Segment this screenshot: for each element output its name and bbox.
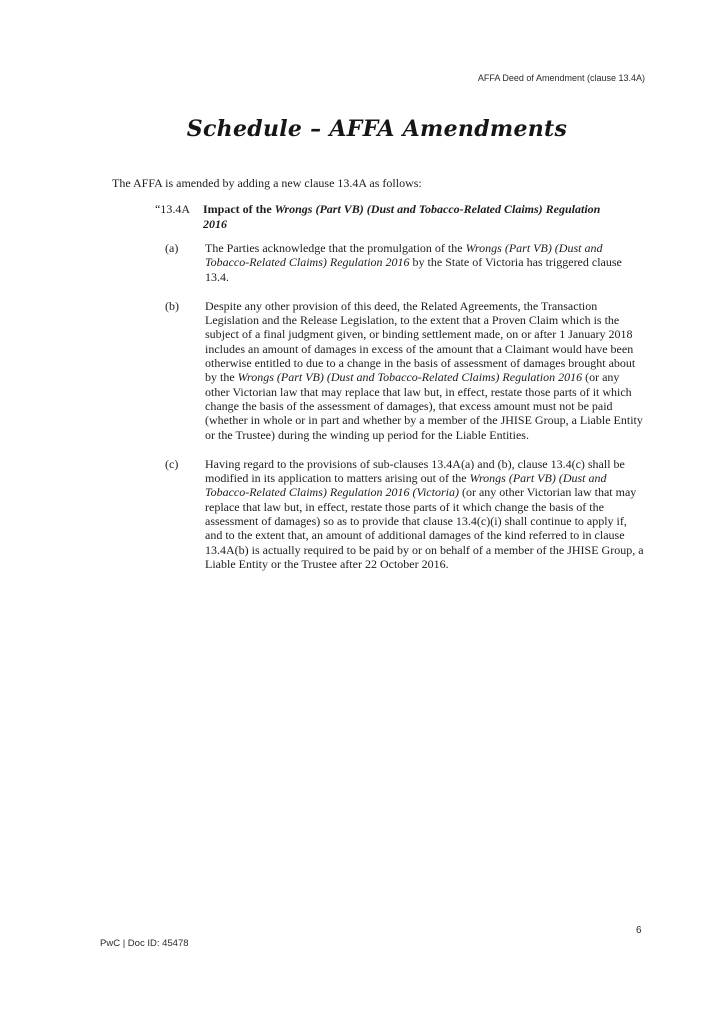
text-segment: Having regard to the provisions of sub-clauses 13.4A(a) and (b), clause 13.4(c) shall be modified in its application to matters arising out of the — [205, 456, 625, 486]
subclause-text — [205, 241, 647, 284]
page-number: 6 — [636, 925, 642, 936]
text-segment: Despite any other provision of this deed, the Related Agreements, the Transaction Legislation and the Release Legislation, to the extent that a Proven Claim which is the subject of a final judgment given, or binding settlement made, on or after 1 January 2018 includes an amount of damages in excess of the amount that a Claimant would have been otherwise entitled to due to a change in the basis of assessment of damages brought about by the — [205, 298, 636, 385]
text-segment: Wrongs (Part VB) (Dust and Tobacco-Related Claims) Regulation 2016 — [203, 202, 601, 231]
subclause-row — [165, 299, 647, 442]
clause-heading-text — [203, 202, 605, 232]
subclause-row — [165, 457, 647, 571]
clause-heading — [155, 202, 605, 232]
text-segment: Wrongs (Part VB) (Dust and Tobacco-Related Claims) Regulation 2016 (Victoria) — [205, 471, 607, 500]
text-segment: Wrongs (Part VB) (Dust and Tobacco-Related Claims) Regulation 2016 — [237, 370, 583, 385]
text-segment: Wrongs (Part VB) (Dust and Tobacco-Related Claims) Regulation 2016 — [205, 241, 603, 270]
text-segment: by the State of Victoria has triggered clause 13.4. — [205, 255, 622, 284]
intro-text: The AFFA is amended by adding a new clause 13.4A as follows: — [112, 176, 422, 190]
text-segment: Impact of the — [203, 202, 275, 216]
text-segment: The Parties acknowledge that the promulgation of the — [205, 241, 466, 255]
subclause-row — [165, 241, 647, 284]
page-header-text: AFFA Deed of Amendment (clause 13.4A) — [477, 73, 645, 83]
subclause-text — [205, 299, 647, 442]
subclause-label: (c) — [165, 456, 179, 471]
clause-number: “13.4A — [155, 202, 190, 216]
subclause-list — [165, 241, 647, 586]
subclause-label: (a) — [165, 241, 179, 255]
footer-doc-id: PwC | Doc ID: 45478 — [100, 938, 189, 949]
subclause-text — [205, 457, 647, 571]
page-title: Schedule – AFFA Amendments — [186, 116, 568, 142]
subclause-label: (b) — [165, 298, 179, 313]
text-segment: (or any other Victorian law that may replace that law but, in effect, restate those parts of it which change the basis of the assessment of damages) so as to provide that clause 13.4(c)(i) shall continue to apply if, and to the extent that, an amount of additional damages of the kind referred to in clause 13.4A(b) is actually required to be paid by or on behalf of a member of the JHISE Group, a Liable Entity or the Trustee after 22 October 2016. — [205, 485, 644, 571]
text-segment: (or any other Victorian law that may replace that law but, in effect, restate those parts of it which change the basis of the assessment of damages), that excess amount must not be paid (whether in whole or in part and whether by a member of the JHISE Group, a Liable Entity or the Trustee) during the winding up period for the Liable Entities. — [205, 370, 643, 442]
